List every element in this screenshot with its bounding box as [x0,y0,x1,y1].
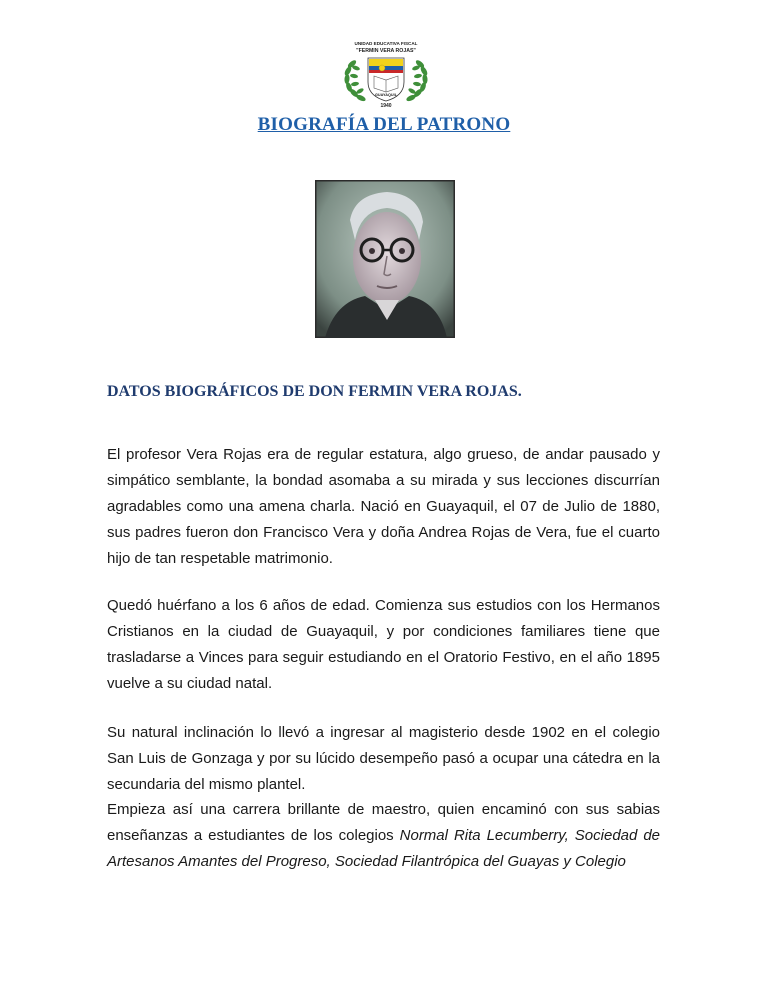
logo-text-name: UNIDAD EDUCATIVA FISCAL [354,41,418,46]
paragraph-2: Quedó huérfano a los 6 años de edad. Comienza sus estudios con los Hermanos Cristianos en la ciudad de Guayaquil, y por condiciones familiares tiene que trasladarse a Vinces para seguir estudiando en el Oratorio Festivo, en el año 1895 vuelve a su ciudad natal. [107,597,660,692]
logo-text-school: "FERMIN VERA ROJAS" [356,48,416,54]
paragraph-1: El profesor Vera Rojas era de regular estatura, algo grueso, de andar pausado y simpático semblante, la bondad asomaba a su mirada y sus lecciones discurrían agradables como una amena charla. Nació en Guayaquil, el 07 de Julio de 1880, sus padres fueron don Francisco Vera y doña Andrea Rojas de Vera, fue el cuarto hijo de tan respetable matrimonio. [107,446,660,567]
school-logo [334,38,438,110]
logo-text-year: 1940 [380,103,392,109]
page-title: BIOGRAFÍA DEL PATRONO [257,114,511,135]
paragraph-4 [107,797,660,875]
paragraph-4-text: Empieza así una carrera brillante de maestro, quien encaminó con sus sabias enseñanzas a estudiantes de los colegios [107,801,660,844]
logo-text-city: GUAYAQUIL [374,93,398,97]
paragraph-4-school-list: Normal Rita Lecumberry, Sociedad de Artesanos Amantes del Progreso, Sociedad Filantrópica del Guayas y Colegio [107,827,660,870]
section-heading: DATOS BIOGRÁFICOS DE DON FERMIN VERA ROJAS. [107,383,522,400]
paragraph-3: Su natural inclinación lo llevó a ingresar al magisterio desde 1902 en el colegio San Luis de Gonzaga y por su lúcido desempeño pasó a ocupar una cátedra en la secundaria del mismo plantel. [107,724,660,793]
portrait-photo [315,180,455,338]
